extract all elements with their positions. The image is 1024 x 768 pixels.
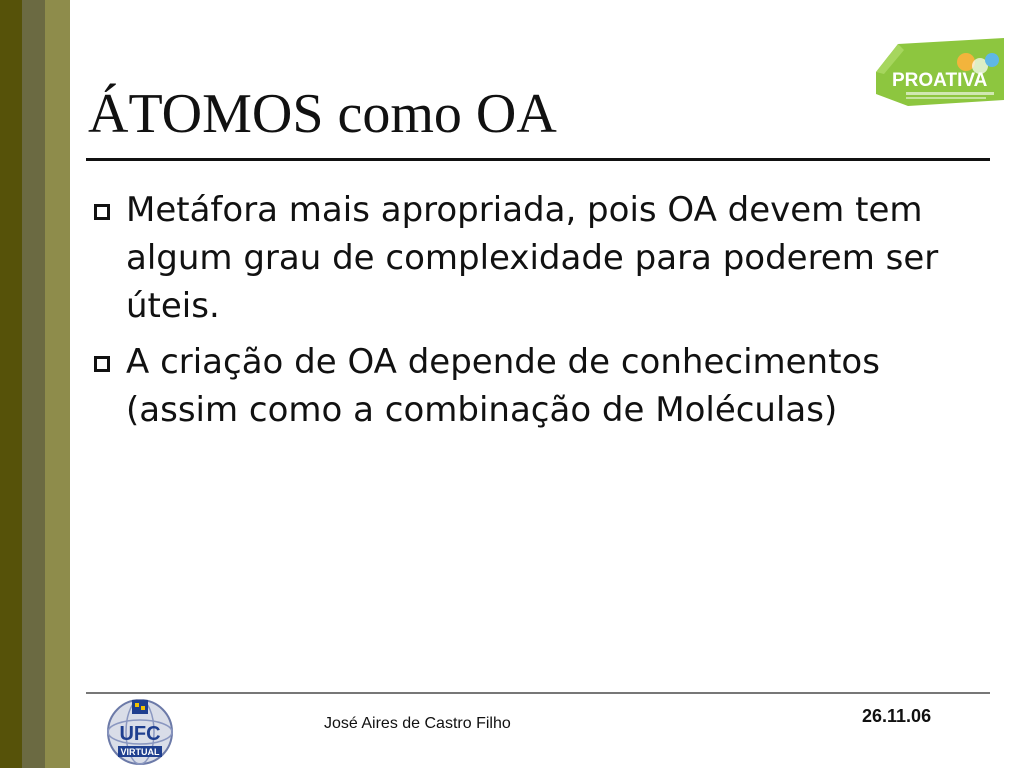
left-stripe-light xyxy=(45,0,70,768)
ufc-logo-subtext: VIRTUAL xyxy=(120,747,160,757)
square-bullet-icon xyxy=(94,356,110,372)
bullet-text: A criação de OA depende de conhecimentos (assim como a combinação de Moléculas) xyxy=(126,342,880,430)
bullet-list xyxy=(90,186,970,442)
slide-title: ÁTOMOS como OA xyxy=(88,83,557,145)
footer-date: 26.11.06 xyxy=(862,706,932,726)
bullet-item xyxy=(90,338,970,434)
proativa-logo-text: PROATIVA xyxy=(892,70,988,91)
footer-divider xyxy=(86,692,990,694)
proativa-logo-icon xyxy=(868,36,1008,112)
left-stripe-dark xyxy=(0,0,22,768)
bullet-text: Metáfora mais apropriada, pois OA devem tem algum grau de complexidade para poderem ser úteis. xyxy=(126,190,939,326)
ufc-virtual-logo-icon xyxy=(100,696,180,766)
ufc-logo-text: UFC xyxy=(119,723,161,745)
title-divider xyxy=(86,158,990,161)
bullet-item xyxy=(90,186,970,330)
left-stripe-mid xyxy=(22,0,45,768)
square-bullet-icon xyxy=(94,204,110,220)
footer-author: José Aires de Castro Filho xyxy=(324,715,511,732)
